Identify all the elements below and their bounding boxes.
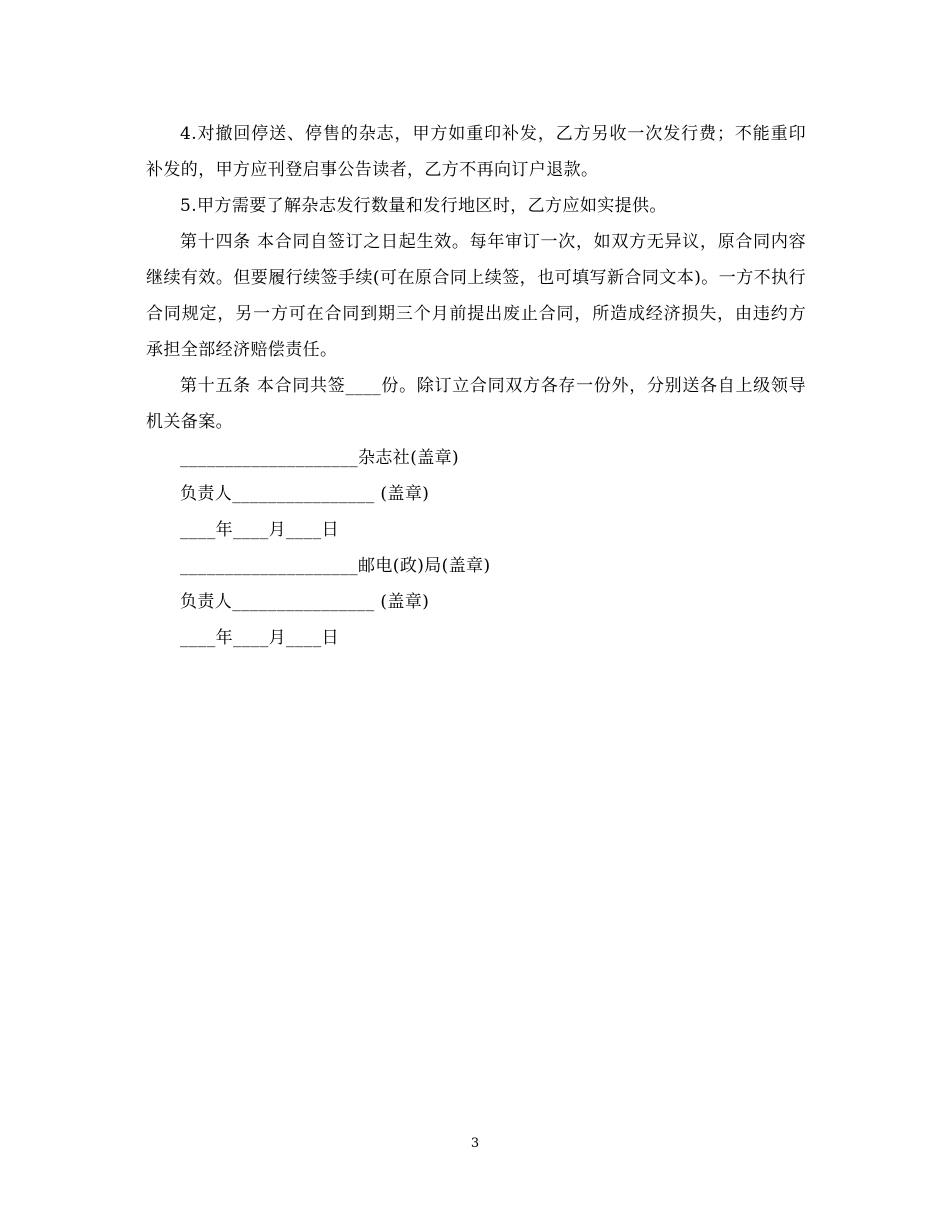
article-15-paragraph: 第十五条 本合同共签____份。除订立合同双方各存一份外，分别送各自上级领导机关备案。 bbox=[146, 376, 806, 432]
document-body bbox=[146, 116, 806, 656]
magazine-responsible-person-line: 负责人________________ (盖章) bbox=[180, 484, 430, 504]
magazine-date-line: ____年____月____日 bbox=[180, 520, 339, 540]
signature-block bbox=[146, 440, 806, 656]
clause-paragraph-5: 5.甲方需要了解杂志发行数量和发行地区时，乙方应如实提供。 bbox=[180, 196, 667, 216]
post-office-date-line: ____年____月____日 bbox=[180, 628, 339, 648]
magazine-seal-line: ____________________杂志社(盖章) bbox=[180, 448, 460, 468]
page-number: 3 bbox=[470, 1136, 480, 1151]
post-office-seal-line: ____________________邮电(政)局(盖章) bbox=[180, 556, 491, 576]
clause-paragraph-4: 4.对撤回停送、停售的杂志，甲方如重印补发，乙方另收一次发行费；不能重印补发的，甲方应刊登启事公告读者，乙方不再向订户退款。 bbox=[146, 124, 806, 180]
post-office-responsible-person-line: 负责人________________ (盖章) bbox=[180, 592, 430, 612]
article-14-paragraph: 第十四条 本合同自签订之日起生效。每年审订一次，如双方无异议，原合同内容继续有效。但要履行续签手续(可在原合同上续签，也可填写新合同文本)。一方不执行合同规定，另一方可在合同到期三个月前提出废止合同，所造成经济损失，由违约方承担全部经济赔偿责任。 bbox=[146, 232, 806, 360]
